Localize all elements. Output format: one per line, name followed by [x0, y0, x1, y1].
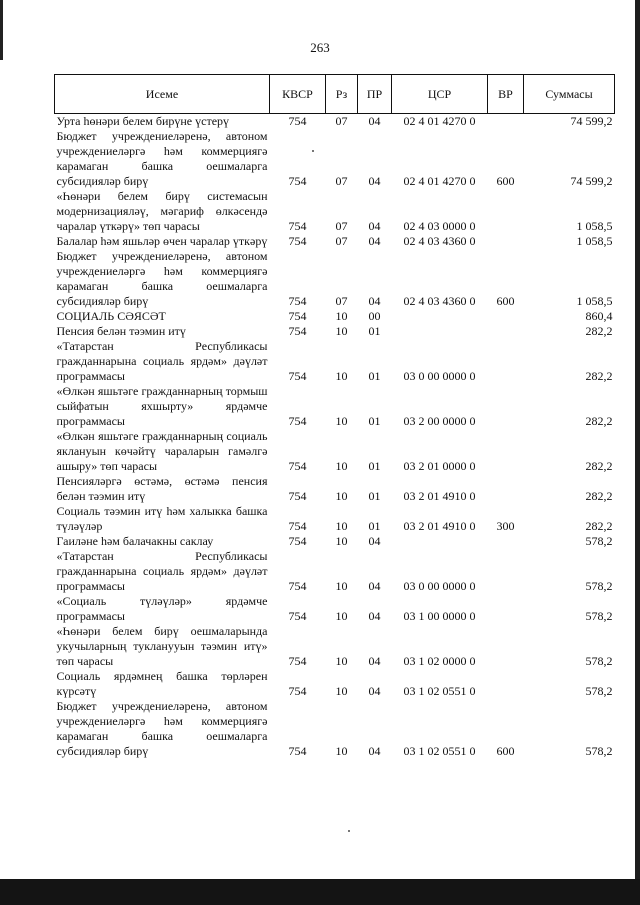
header-rz: Рз: [326, 75, 358, 114]
row-sum: 282,2: [585, 459, 613, 473]
table-row: [55, 339, 615, 384]
row-name: Пенсия белән тәэмин итү: [56, 324, 186, 338]
row-kvsr: 754: [288, 459, 307, 473]
table-row: [55, 114, 615, 130]
row-name: «Һөнәри белем бирү оешмаларында укучыларның тукланууын тәэмин итү» төп чарасы: [56, 624, 268, 668]
row-name: «Өлкән яшьтәге гражданнарның тормыш сыйфатын яхшырту» ярдәмче программасы: [56, 384, 268, 428]
row-kvsr: 754: [288, 579, 307, 593]
row-vr: [488, 189, 524, 234]
row-csr: 03 2 01 0000 0: [403, 459, 476, 473]
table-row: [55, 594, 615, 624]
scan-speck: [348, 830, 350, 832]
row-kvsr: 754: [288, 489, 307, 503]
row-csr: 03 2 01 4910 0: [403, 519, 476, 533]
page-number: 263: [310, 40, 330, 55]
scan-edge-right: [635, 0, 640, 905]
row-vr: [488, 339, 524, 384]
row-pr: 00: [368, 309, 381, 323]
table-row: [55, 384, 615, 429]
table-row: [55, 429, 615, 474]
row-rz: 07: [335, 219, 348, 233]
row-csr: 02 4 01 4270 0: [403, 114, 476, 128]
table-row: [55, 504, 615, 534]
header-name: Исеме: [55, 75, 270, 114]
row-pr: 01: [368, 324, 381, 338]
budget-table: [54, 74, 615, 759]
row-pr: 01: [368, 459, 381, 473]
row-name: «Татарстан Республикасы гражданнарына социаль ярдәм» дәүләт программасы: [56, 549, 268, 593]
row-vr: [488, 384, 524, 429]
row-vr: [488, 594, 524, 624]
row-sum: 74 599,2: [570, 114, 613, 128]
table-row: [55, 474, 615, 504]
table-row: [55, 699, 615, 759]
row-vr: 300: [496, 519, 515, 533]
row-vr: [488, 669, 524, 699]
row-name: «Татарстан Республикасы гражданнарына социаль ярдәм» дәүләт программасы: [56, 339, 268, 383]
row-pr: 04: [368, 654, 381, 668]
table-row: [55, 549, 615, 594]
row-kvsr: 754: [288, 309, 307, 323]
row-csr: 03 2 01 4910 0: [403, 489, 476, 503]
row-rz: 07: [335, 174, 348, 188]
row-kvsr: 754: [288, 519, 307, 533]
header-kvsr: КВСР: [270, 75, 326, 114]
row-csr: 02 4 03 4360 0: [403, 294, 476, 308]
row-csr: 03 1 02 0551 0: [403, 684, 476, 698]
row-rz: 07: [335, 294, 348, 308]
row-sum: 1 058,5: [576, 294, 613, 308]
row-sum: 578,2: [585, 684, 613, 698]
row-csr: [392, 309, 488, 324]
header-csr: ЦСР: [392, 75, 488, 114]
row-vr: [488, 549, 524, 594]
row-kvsr: 754: [288, 654, 307, 668]
row-rz: 10: [335, 414, 348, 428]
row-pr: 04: [368, 579, 381, 593]
row-pr: 04: [368, 294, 381, 308]
row-pr: 01: [368, 489, 381, 503]
table-row: [55, 234, 615, 249]
row-vr: 600: [496, 174, 515, 188]
table-row: [55, 189, 615, 234]
row-pr: 04: [368, 114, 381, 128]
row-csr: [392, 534, 488, 549]
row-rz: 10: [335, 459, 348, 473]
row-sum: 860,4: [585, 309, 613, 323]
row-sum: 578,2: [585, 579, 613, 593]
row-sum: 282,2: [585, 324, 613, 338]
row-pr: 01: [368, 519, 381, 533]
row-kvsr: 754: [288, 324, 307, 338]
row-rz: 10: [335, 684, 348, 698]
row-name: Пенсияләргә өстәмә, өстәмә пенсия белән тәэмин итү: [56, 474, 268, 503]
row-name: «Өлкән яшьтәге гражданнарның социаль яклануын көчәйтү чараларын гамәлгә ашыру» төп чарасы: [56, 429, 268, 473]
row-name: «Социаль түләүләр» ярдәмче программасы: [56, 594, 268, 623]
row-name: Социаль тәэмин итү һәм халыкка башка түләүләр: [56, 504, 268, 533]
row-pr: 04: [368, 744, 381, 758]
row-kvsr: 754: [288, 609, 307, 623]
row-rz: 10: [335, 579, 348, 593]
table-row: [55, 669, 615, 699]
row-csr: 03 2 00 0000 0: [403, 414, 476, 428]
row-csr: 02 4 03 4360 0: [403, 234, 476, 248]
row-kvsr: 754: [288, 234, 307, 248]
row-csr: 02 4 03 0000 0: [403, 219, 476, 233]
row-rz: 10: [335, 654, 348, 668]
row-name: СОЦИАЛЬ СӘЯСӘТ: [56, 309, 166, 323]
row-vr: [488, 534, 524, 549]
row-rz: 10: [335, 534, 348, 548]
row-sum: 282,2: [585, 414, 613, 428]
row-csr: 03 0 00 0000 0: [403, 369, 476, 383]
table-row: [55, 534, 615, 549]
row-kvsr: 754: [288, 114, 307, 128]
header-pr: ПР: [358, 75, 392, 114]
row-sum: 282,2: [585, 519, 613, 533]
row-kvsr: 754: [288, 414, 307, 428]
row-vr: [488, 324, 524, 339]
row-name: Бюджет учреждениеләренә, автоном учреждениеләргә һәм коммерциягә карамаган башка оешмаларга субсидияләр бирү: [56, 699, 268, 758]
row-vr: [488, 114, 524, 130]
row-pr: 01: [368, 369, 381, 383]
row-kvsr: 754: [288, 219, 307, 233]
row-pr: 04: [368, 219, 381, 233]
header-vr: ВР: [488, 75, 524, 114]
row-sum: 578,2: [585, 609, 613, 623]
row-sum: 74 599,2: [570, 174, 613, 188]
row-name: Социаль ярдәмнең башка төрләрен күрсәтү: [56, 669, 268, 698]
row-csr: 03 1 00 0000 0: [403, 609, 476, 623]
row-pr: 04: [368, 174, 381, 188]
row-vr: [488, 624, 524, 669]
row-vr: [488, 309, 524, 324]
row-name: «Һөнәри белем бирү системасын модернизацияләү, мәгариф өлкәсендә чаралар үткәрү» төп чарасы: [56, 189, 268, 233]
table-header-row: [55, 75, 615, 114]
row-rz: 10: [335, 489, 348, 503]
table-row: [55, 624, 615, 669]
scan-edge-bottom: [0, 879, 640, 905]
row-sum: 282,2: [585, 369, 613, 383]
row-vr: 600: [496, 294, 515, 308]
row-sum: 1 058,5: [576, 219, 613, 233]
row-rz: 10: [335, 744, 348, 758]
row-pr: 01: [368, 414, 381, 428]
row-sum: 578,2: [585, 744, 613, 758]
row-rz: 10: [335, 324, 348, 338]
row-csr: 03 0 00 0000 0: [403, 579, 476, 593]
row-kvsr: 754: [288, 174, 307, 188]
row-pr: 04: [368, 609, 381, 623]
table-row: [55, 324, 615, 339]
row-pr: 04: [368, 684, 381, 698]
table-body: [55, 114, 615, 760]
row-csr: 03 1 02 0000 0: [403, 654, 476, 668]
row-pr: 04: [368, 534, 381, 548]
row-rz: 10: [335, 369, 348, 383]
row-csr: 03 1 02 0551 0: [403, 744, 476, 758]
row-rz: 10: [335, 519, 348, 533]
row-sum: 282,2: [585, 489, 613, 503]
row-rz: 10: [335, 309, 348, 323]
row-kvsr: 754: [288, 534, 307, 548]
row-name: Балалар һәм яшьләр өчен чаралар үткәрү: [56, 234, 268, 248]
row-sum: 1 058,5: [576, 234, 613, 248]
row-kvsr: 754: [288, 294, 307, 308]
row-rz: 07: [335, 234, 348, 248]
row-vr: [488, 234, 524, 249]
row-vr: [488, 474, 524, 504]
row-name: Бюджет учреждениеләренә, автоном учреждениеләргә һәм коммерциягә карамаган башка оешмаларга субсидияләр бирү: [56, 249, 268, 308]
row-sum: 578,2: [585, 534, 613, 548]
row-kvsr: 754: [288, 744, 307, 758]
row-pr: 04: [368, 234, 381, 248]
row-rz: 07: [335, 114, 348, 128]
row-kvsr: 754: [288, 684, 307, 698]
row-rz: 10: [335, 609, 348, 623]
table-row: [55, 129, 615, 189]
row-name: Урта һөнәри белем бирүне үстерү: [56, 114, 230, 128]
header-sum: Суммасы: [524, 75, 615, 114]
row-kvsr: 754: [288, 369, 307, 383]
row-sum: 578,2: [585, 654, 613, 668]
table-row: [55, 309, 615, 324]
row-vr: 600: [496, 744, 515, 758]
row-vr: [488, 429, 524, 474]
row-name: Бюджет учреждениеләренә, автоном учреждениеләргә һәм коммерциягә карамаган башка оешмаларга субсидияләр бирү: [56, 129, 268, 188]
row-name: Гаиләне һәм балачакны саклау: [56, 534, 214, 548]
table-row: [55, 249, 615, 309]
row-csr: [392, 324, 488, 339]
row-csr: 02 4 01 4270 0: [403, 174, 476, 188]
